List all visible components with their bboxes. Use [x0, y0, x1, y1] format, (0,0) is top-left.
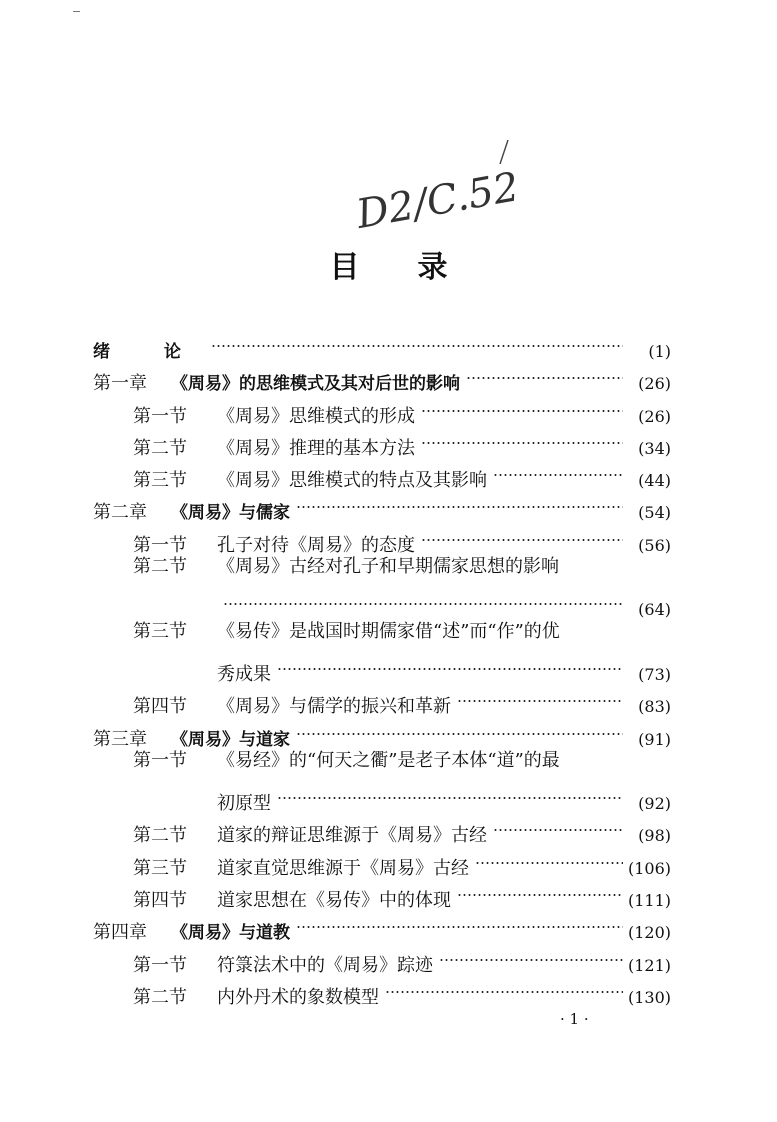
toc-entry-title: 内外丹术的象数模型: [217, 986, 379, 1008]
toc-leader-dots: [296, 713, 623, 745]
toc-entry-page: (121): [627, 955, 671, 975]
toc-entry[interactable]: [93, 616, 671, 648]
toc-entry-page: (106): [627, 858, 671, 878]
toc-entry-title: 秀成果: [217, 663, 271, 685]
toc-entry[interactable]: [93, 648, 671, 685]
toc-leader-dots: [457, 680, 623, 712]
toc-entry-number: 第一节: [133, 749, 187, 771]
toc-entry-page: (44): [638, 471, 671, 491]
toc-leader-dots: [223, 583, 623, 615]
toc-leader-dots: [439, 939, 623, 971]
toc-leader-dots: [277, 648, 623, 680]
toc-entry-number: 第四节: [133, 890, 187, 912]
page-number: · 1 ·: [560, 1010, 589, 1028]
scan-mark: [73, 11, 80, 12]
toc-leader-dots: [421, 422, 623, 454]
handwritten-call-number: [350, 128, 570, 238]
toc-entry-title: 《周易》与道家: [171, 729, 290, 750]
toc-entry-title: 道家直觉思维源于《周易》古经: [217, 857, 469, 879]
toc-entry[interactable]: [93, 325, 671, 362]
toc-entry-page: (73): [638, 664, 671, 684]
toc-entry-page: (26): [638, 406, 671, 426]
toc-entry-title: 符箓法术中的《周易》踪迹: [217, 954, 433, 976]
toc-entry-title: 道家的辩证思维源于《周易》古经: [217, 825, 487, 847]
toc-leader-dots: [493, 809, 623, 841]
toc-leader-dots: [475, 842, 623, 874]
toc-leader-dots: [277, 777, 623, 809]
toc-entry-number: 第四节: [133, 696, 187, 718]
handwritten-call-number-text: D2/C.52: [353, 164, 523, 238]
toc-entry-title: 《周易》古经对孔子和早期儒家思想的影响: [217, 556, 559, 578]
toc-entry-number: 第三节: [133, 470, 187, 492]
toc-entry-number: 第二节: [133, 825, 187, 847]
toc-entry-number: 第一节: [133, 405, 187, 427]
toc-leader-dots: [211, 325, 623, 357]
toc-entry-page: (56): [638, 535, 671, 555]
toc-leader-dots: [296, 906, 623, 938]
toc-entry-page: (83): [638, 697, 671, 717]
toc-entry-number: 第二章: [93, 502, 147, 524]
toc-entry-number: 第一节: [133, 954, 187, 976]
toc-entry-title: 孔子对待《周易》的态度: [217, 534, 415, 556]
toc-entry-number: 第三节: [133, 620, 187, 642]
toc-entry-number: 第一章: [93, 373, 147, 395]
toc-leader-dots: [466, 357, 623, 389]
toc-entry-page: (130): [627, 987, 671, 1007]
toc-entry-number: 第四章: [93, 922, 147, 944]
toc-entry-page: (26): [638, 374, 671, 394]
toc-entry-title: 《易经》的“何天之衢”是老子本体“道”的最: [217, 749, 560, 771]
toc-entry[interactable]: [93, 680, 671, 718]
toc-entry-page: (120): [627, 923, 671, 943]
toc-entry-page: (64): [638, 600, 671, 620]
page-title: 目录: [329, 250, 506, 285]
toc-entry-title: 道家思想在《易传》中的体现: [217, 890, 451, 912]
toc-entry-title: 《周易》思维模式的形成: [217, 405, 415, 427]
toc-entry-page: (54): [638, 503, 671, 523]
toc-leader-dots: [421, 519, 623, 551]
toc-entry[interactable]: [93, 583, 671, 620]
table-of-contents: [93, 325, 671, 1008]
toc-entry-number: 第三章: [93, 728, 147, 750]
toc-entry-number: 第二节: [133, 556, 187, 578]
toc-entry[interactable]: [93, 745, 671, 777]
toc-entry-number: 第二节: [133, 437, 187, 459]
toc-leader-dots: [296, 486, 623, 518]
toc-entry-page: (98): [638, 826, 671, 846]
toc-leader-dots: [457, 874, 623, 906]
toc-entry[interactable]: [93, 551, 671, 583]
toc-entry-title: 《周易》与儒学的振兴和革新: [217, 696, 451, 718]
toc-entry-page: (111): [627, 891, 671, 911]
toc-entry-title: 《周易》与道教: [171, 923, 290, 944]
toc-entry[interactable]: [93, 777, 671, 815]
toc-entry-title: 《易传》是战国时期儒家借“述”而“作”的优: [217, 620, 560, 642]
toc-entry-number: 第一节: [133, 534, 187, 556]
toc-entry-title: 《周易》推理的基本方法: [217, 437, 415, 459]
toc-entry-title: 《周易》思维模式的特点及其影响: [217, 470, 487, 492]
toc-entry-number: 第二节: [133, 986, 187, 1008]
toc-leader-dots: [421, 390, 623, 422]
toc-entry-number: 第三节: [133, 857, 187, 879]
toc-entry-title: 《周易》的思维模式及其对后世的影响: [171, 374, 460, 395]
toc-entry-title: 初原型: [217, 793, 271, 815]
toc-leader-dots: [493, 454, 623, 486]
toc-entry[interactable]: [93, 809, 671, 847]
toc-entry-page: (91): [638, 729, 671, 749]
toc-entry-title: 绪 论: [93, 342, 205, 362]
toc-entry-title: 《周易》与儒家: [171, 503, 290, 524]
toc-entry-page: (1): [648, 342, 671, 361]
toc-leader-dots: [385, 971, 623, 1003]
toc-entry-page: (92): [638, 794, 671, 814]
toc-entry-page: (34): [638, 438, 671, 458]
